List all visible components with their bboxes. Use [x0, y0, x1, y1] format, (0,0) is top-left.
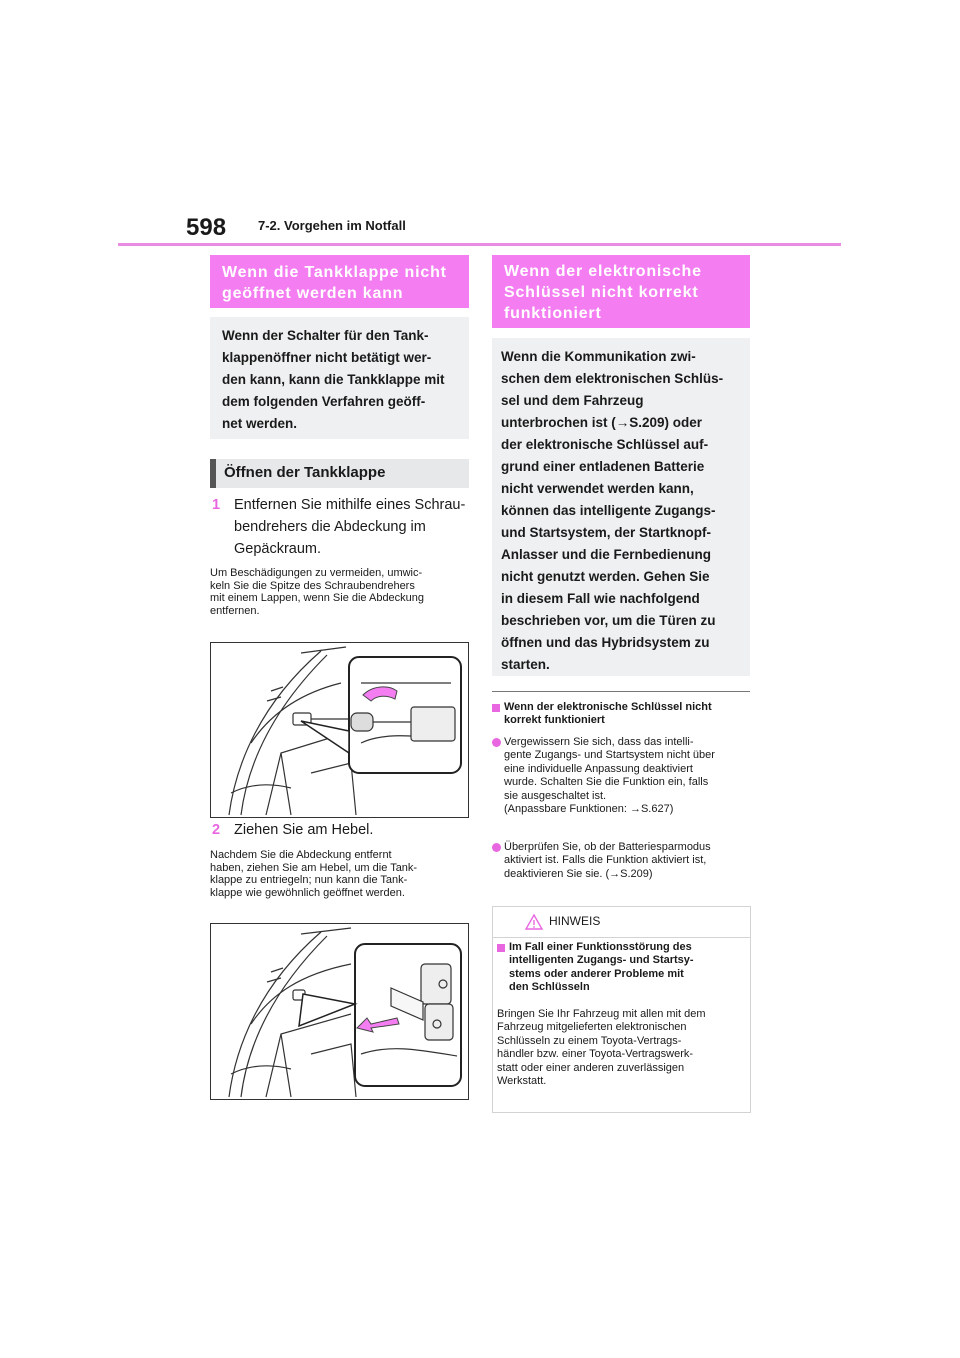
heading-line: funktioniert	[504, 305, 602, 322]
hinweis-body-line: Fahrzeug mitgelieferten elektronischen	[497, 1021, 687, 1034]
intro-line: nicht genutzt werden. Gehen Sie	[501, 569, 710, 584]
hinweis-title-line: Im Fall einer Funktionsstörung des	[509, 941, 692, 953]
bullet-line: eine individuelle Anpassung deaktiviert	[504, 762, 693, 775]
intro-line: können das intelligente Zugangs-	[501, 503, 716, 518]
intro-line: dem folgenden Verfahren geöff-	[222, 394, 426, 409]
header-rule	[118, 243, 841, 246]
intro-line: net werden.	[222, 416, 298, 431]
note-line: mit einem Lappen, wenn Sie die Abdeckung	[210, 592, 425, 605]
step-number: 2	[212, 822, 221, 838]
bullet-line: Überprüfen Sie, ob der Batteriesparmodus	[504, 841, 711, 853]
hinweis-body-line: händler bzw. einer Toyota-Vertragswerk-	[497, 1048, 694, 1061]
intro-line: sel und dem Fahrzeug	[501, 393, 644, 408]
bullet-line: wurde. Schalten Sie die Funktion ein, falls	[504, 776, 709, 789]
illustration-pull-lever	[210, 923, 469, 1100]
heading-line: Schlüssel nicht korrekt	[504, 284, 699, 301]
square-bullet-icon	[497, 944, 505, 952]
hinweis-title-line: stems oder anderer Probleme mit	[509, 967, 684, 980]
note-heading-line: korrekt funktioniert	[504, 714, 605, 727]
bullet-text	[504, 841, 711, 881]
hinweis-body-line: Werkstatt.	[497, 1075, 547, 1088]
illustration-remove-cover	[210, 642, 469, 818]
note-line: klappe wie gewöhnlich geöffnet werden.	[210, 886, 405, 899]
bullet-line: sie ausgeschaltet ist.	[504, 789, 607, 802]
heading-line: geöffnet werden kann	[222, 285, 404, 302]
intro-line: grund einer entladenen Batterie	[501, 459, 705, 474]
step-2	[212, 822, 468, 844]
heading-line: Wenn der elektronische	[504, 263, 702, 280]
intro-line: starten.	[501, 657, 550, 672]
intro-line: Anlasser und die Fernbedienung	[501, 547, 712, 562]
intro-line: Wenn die Kommunikation zwi-	[501, 349, 696, 364]
step-line: Gepäckraum.	[234, 541, 322, 557]
electronic-key-heading-box	[492, 255, 750, 328]
hinweis-body-line: Schlüsseln zu einem Toyota-Vertrags-	[497, 1034, 682, 1047]
hinweis-title-line: den Schlüsseln	[509, 981, 590, 994]
intro-line: beschrieben vor, um die Türen zu	[501, 613, 716, 628]
subheading-text: Öffnen der Tankklappe	[224, 464, 386, 481]
page-number: 598	[186, 214, 227, 241]
warning-icon	[525, 914, 543, 930]
step-line: Ziehen Sie am Hebel.	[234, 822, 374, 838]
circle-bullet-icon	[492, 843, 501, 852]
trunk-cover-illustration	[211, 643, 468, 817]
step-line: Entfernen Sie mithilfe eines Schrau-	[234, 497, 466, 513]
intro-line: in diesem Fall wie nachfolgend	[501, 591, 700, 606]
intro-line: schen dem elektronischen Schlüs-	[501, 371, 724, 386]
intro-line: öffnen und das Hybridsystem zu	[501, 635, 710, 650]
intro-line: den kann, kann die Tankklappe mit	[222, 372, 445, 387]
note-heading-text	[504, 701, 712, 728]
bullet-line: (Anpassbare Funktionen: →S.627)	[504, 803, 674, 816]
hinweis-box	[492, 906, 751, 1113]
hinweis-body-line: statt oder einer anderen zuverlässigen	[497, 1061, 685, 1074]
bullet-line: deaktivieren Sie sie. (→S.209)	[504, 867, 653, 880]
bullet-line: aktiviert ist. Falls die Funktion aktiviert ist,	[504, 854, 707, 867]
bullet-text	[504, 736, 715, 816]
note-line: Um Beschädigungen zu vermeiden, umwic-	[210, 567, 423, 579]
intro-line: und Startsystem, der Startknopf-	[501, 525, 712, 540]
hinweis-body-line: Bringen Sie Ihr Fahrzeug mit allen mit dem	[497, 1008, 706, 1020]
tank-flap-heading-box	[210, 255, 469, 308]
hinweis-label: HINWEIS	[549, 914, 601, 928]
hinweis-title-line: intelligenten Zugangs- und Startsy-	[509, 954, 694, 967]
step-1-note	[210, 567, 424, 617]
intro-line: der elektronische Schlüssel auf-	[501, 437, 709, 452]
note-line: entfernen.	[210, 604, 260, 617]
note-line: klappe zu entriegeln; nun kann die Tank-	[210, 874, 408, 887]
hinweis-title	[509, 941, 694, 995]
circle-bullet-icon	[492, 738, 501, 747]
note-heading-line: Wenn der elektronische Schlüssel nicht	[504, 701, 712, 713]
note-line: Nachdem Sie die Abdeckung entfernt	[210, 849, 392, 861]
tank-flap-intro-box	[210, 317, 469, 439]
note-line: keln Sie die Spitze des Schraubendrehers	[210, 579, 415, 592]
intro-line: nicht verwendet werden kann,	[501, 481, 694, 496]
heading-line: Wenn die Tankklappe nicht	[222, 264, 447, 281]
bullet-line: Vergewissern Sie sich, dass das intelli-	[504, 736, 694, 748]
step-line: bendrehers die Abdeckung im	[234, 519, 426, 535]
note-line: haben, ziehen Sie am Hebel, um die Tank-	[210, 861, 418, 874]
electronic-key-intro-box	[492, 338, 750, 676]
divider	[492, 691, 750, 692]
square-bullet-icon	[492, 704, 500, 712]
intro-line: klappenöffner nicht betätigt wer-	[222, 350, 432, 365]
section-title: 7-2. Vorgehen im Notfall	[258, 218, 406, 233]
hinweis-body	[497, 1008, 705, 1088]
hinweis-header	[493, 907, 750, 938]
subheading-open-tank-flap	[210, 459, 469, 488]
intro-line: unterbrochen ist (→S.209) oder	[501, 415, 703, 430]
intro-line: Wenn der Schalter für den Tank-	[222, 328, 429, 343]
subheading-bar	[210, 459, 216, 488]
step-1	[212, 497, 468, 563]
step-2-note	[210, 849, 417, 899]
lever-illustration	[211, 924, 468, 1099]
step-number: 1	[212, 497, 221, 513]
bullet-line: gente Zugangs- und Startsystem nicht über	[504, 749, 715, 762]
